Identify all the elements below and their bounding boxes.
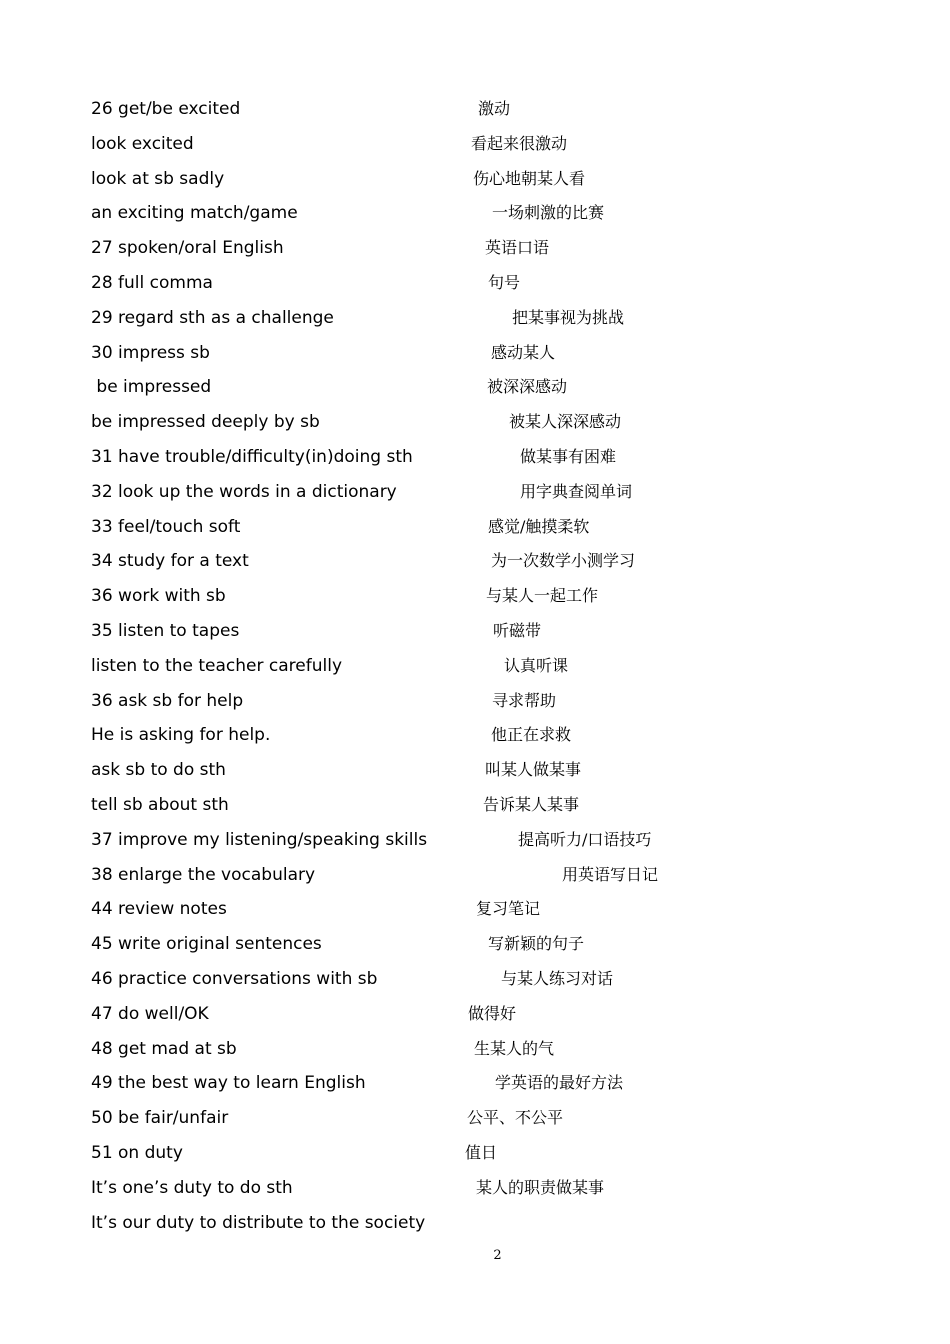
- english-phrase: 48 get mad at sb: [91, 1038, 237, 1059]
- english-phrase: 31 have trouble/difficulty(in)doing sth: [91, 447, 413, 467]
- english-phrase: tell sb about sth: [91, 795, 229, 815]
- vocabulary-row: [0, 342, 950, 376]
- vocabulary-row: [0, 724, 950, 758]
- vocabulary-row: [0, 272, 950, 306]
- english-phrase: 27 spoken/oral English: [91, 238, 284, 259]
- english-phrase: 45 write original sentences: [91, 934, 322, 955]
- vocabulary-row: [0, 307, 950, 341]
- chinese-translation: 用字典查阅单词: [520, 481, 633, 501]
- vocabulary-row: [0, 759, 950, 793]
- vocabulary-row: [0, 1107, 950, 1141]
- chinese-translation: 被某人深深感动: [509, 412, 622, 432]
- english-phrase: 28 full comma: [91, 273, 213, 293]
- vocabulary-row: [0, 481, 950, 515]
- vocabulary-row: [0, 655, 950, 689]
- english-phrase: 36 ask sb for help: [91, 690, 244, 711]
- english-phrase: 29 regard sth as a challenge: [91, 307, 334, 328]
- chinese-translation: 认真听课: [504, 655, 569, 675]
- page-number: 2: [493, 1248, 502, 1263]
- chinese-translation: 提高听力/口语技巧: [518, 829, 652, 849]
- vocabulary-row: [0, 376, 950, 410]
- english-phrase: look excited: [91, 133, 194, 154]
- english-phrase: be impressed deeply by sb: [91, 412, 320, 433]
- english-phrase: He is asking for help.: [91, 725, 271, 746]
- vocabulary-row: [0, 411, 950, 445]
- english-phrase: 36 work with sb: [91, 586, 226, 607]
- vocabulary-row: [0, 1177, 950, 1211]
- vocabulary-row: [0, 133, 950, 167]
- chinese-translation: 与某人一起工作: [486, 586, 599, 606]
- english-phrase: ask sb to do sth: [91, 760, 226, 781]
- vocabulary-row: [0, 829, 950, 863]
- chinese-translation: 做某事有困难: [520, 447, 617, 466]
- english-phrase: 44 review notes: [91, 899, 227, 920]
- chinese-translation: 伤心地朝某人看: [473, 168, 586, 188]
- vocabulary-row: [0, 237, 950, 271]
- chinese-translation: 句号: [488, 273, 521, 292]
- chinese-translation: 叫某人做某事: [485, 760, 582, 780]
- vocabulary-row: [0, 794, 950, 828]
- chinese-translation: 把某事视为挑战: [512, 307, 625, 327]
- english-phrase: 47 do well/OK: [91, 1003, 209, 1024]
- vocabulary-row: [0, 168, 950, 202]
- english-phrase: 32 look up the words in a dictionary: [91, 481, 397, 502]
- chinese-translation: 感觉/触摸柔软: [488, 516, 590, 536]
- chinese-translation: 用英语写日记: [562, 864, 659, 884]
- english-phrase: 46 practice conversations with sb: [91, 969, 378, 989]
- english-phrase: 50 be fair/unfair: [91, 1108, 229, 1129]
- vocabulary-row: [0, 933, 950, 967]
- english-phrase: listen to the teacher carefully: [91, 655, 342, 676]
- chinese-translation: 生某人的气: [474, 1038, 555, 1058]
- english-phrase: 51 on duty: [91, 1143, 183, 1163]
- chinese-translation: 听磁带: [493, 621, 542, 640]
- chinese-translation: 告诉某人某事: [483, 795, 580, 814]
- english-phrase: 38 enlarge the vocabulary: [91, 864, 316, 885]
- chinese-translation: 英语口语: [485, 238, 550, 258]
- english-phrase: 33 feel/touch soft: [91, 516, 241, 537]
- english-phrase: 35 listen to tapes: [91, 621, 240, 641]
- chinese-translation: 值日: [465, 1143, 498, 1162]
- chinese-translation: 写新颖的句子: [488, 934, 585, 954]
- english-phrase: 37 improve my listening/speaking skills: [91, 829, 428, 850]
- chinese-translation: 学英语的最好方法: [495, 1073, 624, 1093]
- english-phrase: 30 impress sb: [91, 342, 210, 363]
- english-phrase: an exciting match/game: [91, 203, 298, 224]
- vocabulary-row: [0, 550, 950, 584]
- vocabulary-row: [0, 1142, 950, 1176]
- chinese-translation: 激动: [478, 99, 511, 118]
- vocabulary-row: [0, 1212, 950, 1246]
- chinese-translation: 某人的职责做某事: [476, 1177, 605, 1197]
- chinese-translation: 看起来很激动: [471, 133, 568, 153]
- english-phrase: It’s one’s duty to do sth: [91, 1177, 293, 1198]
- vocabulary-row: [0, 585, 950, 619]
- chinese-translation: 一场刺激的比赛: [492, 203, 605, 223]
- vocabulary-row: [0, 98, 950, 132]
- vocabulary-row: [0, 620, 950, 654]
- english-phrase: be impressed: [91, 377, 212, 398]
- vocabulary-row: [0, 202, 950, 236]
- vocabulary-row: [0, 446, 950, 480]
- chinese-translation: 感动某人: [491, 342, 556, 362]
- chinese-translation: 寻求帮助: [492, 690, 557, 710]
- english-phrase: 34 study for a text: [91, 551, 249, 572]
- english-phrase: 26 get/be excited: [91, 99, 241, 119]
- english-phrase: look at sb sadly: [91, 168, 225, 189]
- vocabulary-row: [0, 1038, 950, 1072]
- vocabulary-row: [0, 690, 950, 724]
- vocabulary-row: [0, 898, 950, 932]
- chinese-translation: 做得好: [468, 1003, 517, 1023]
- chinese-translation: 为一次数学小测学习: [491, 551, 636, 571]
- vocabulary-row: [0, 968, 950, 1002]
- chinese-translation: 与某人练习对话: [501, 969, 614, 988]
- chinese-translation: 他正在求救: [491, 725, 572, 745]
- english-phrase: 49 the best way to learn English: [91, 1073, 366, 1094]
- chinese-translation: 公平、不公平: [467, 1108, 564, 1128]
- vocabulary-row: [0, 516, 950, 550]
- vocabulary-row: [0, 1003, 950, 1037]
- vocabulary-row: [0, 864, 950, 898]
- chinese-translation: 复习笔记: [476, 899, 541, 919]
- vocabulary-row: [0, 1072, 950, 1106]
- english-phrase: It’s our duty to distribute to the society: [91, 1212, 426, 1233]
- chinese-translation: 被深深感动: [487, 377, 568, 397]
